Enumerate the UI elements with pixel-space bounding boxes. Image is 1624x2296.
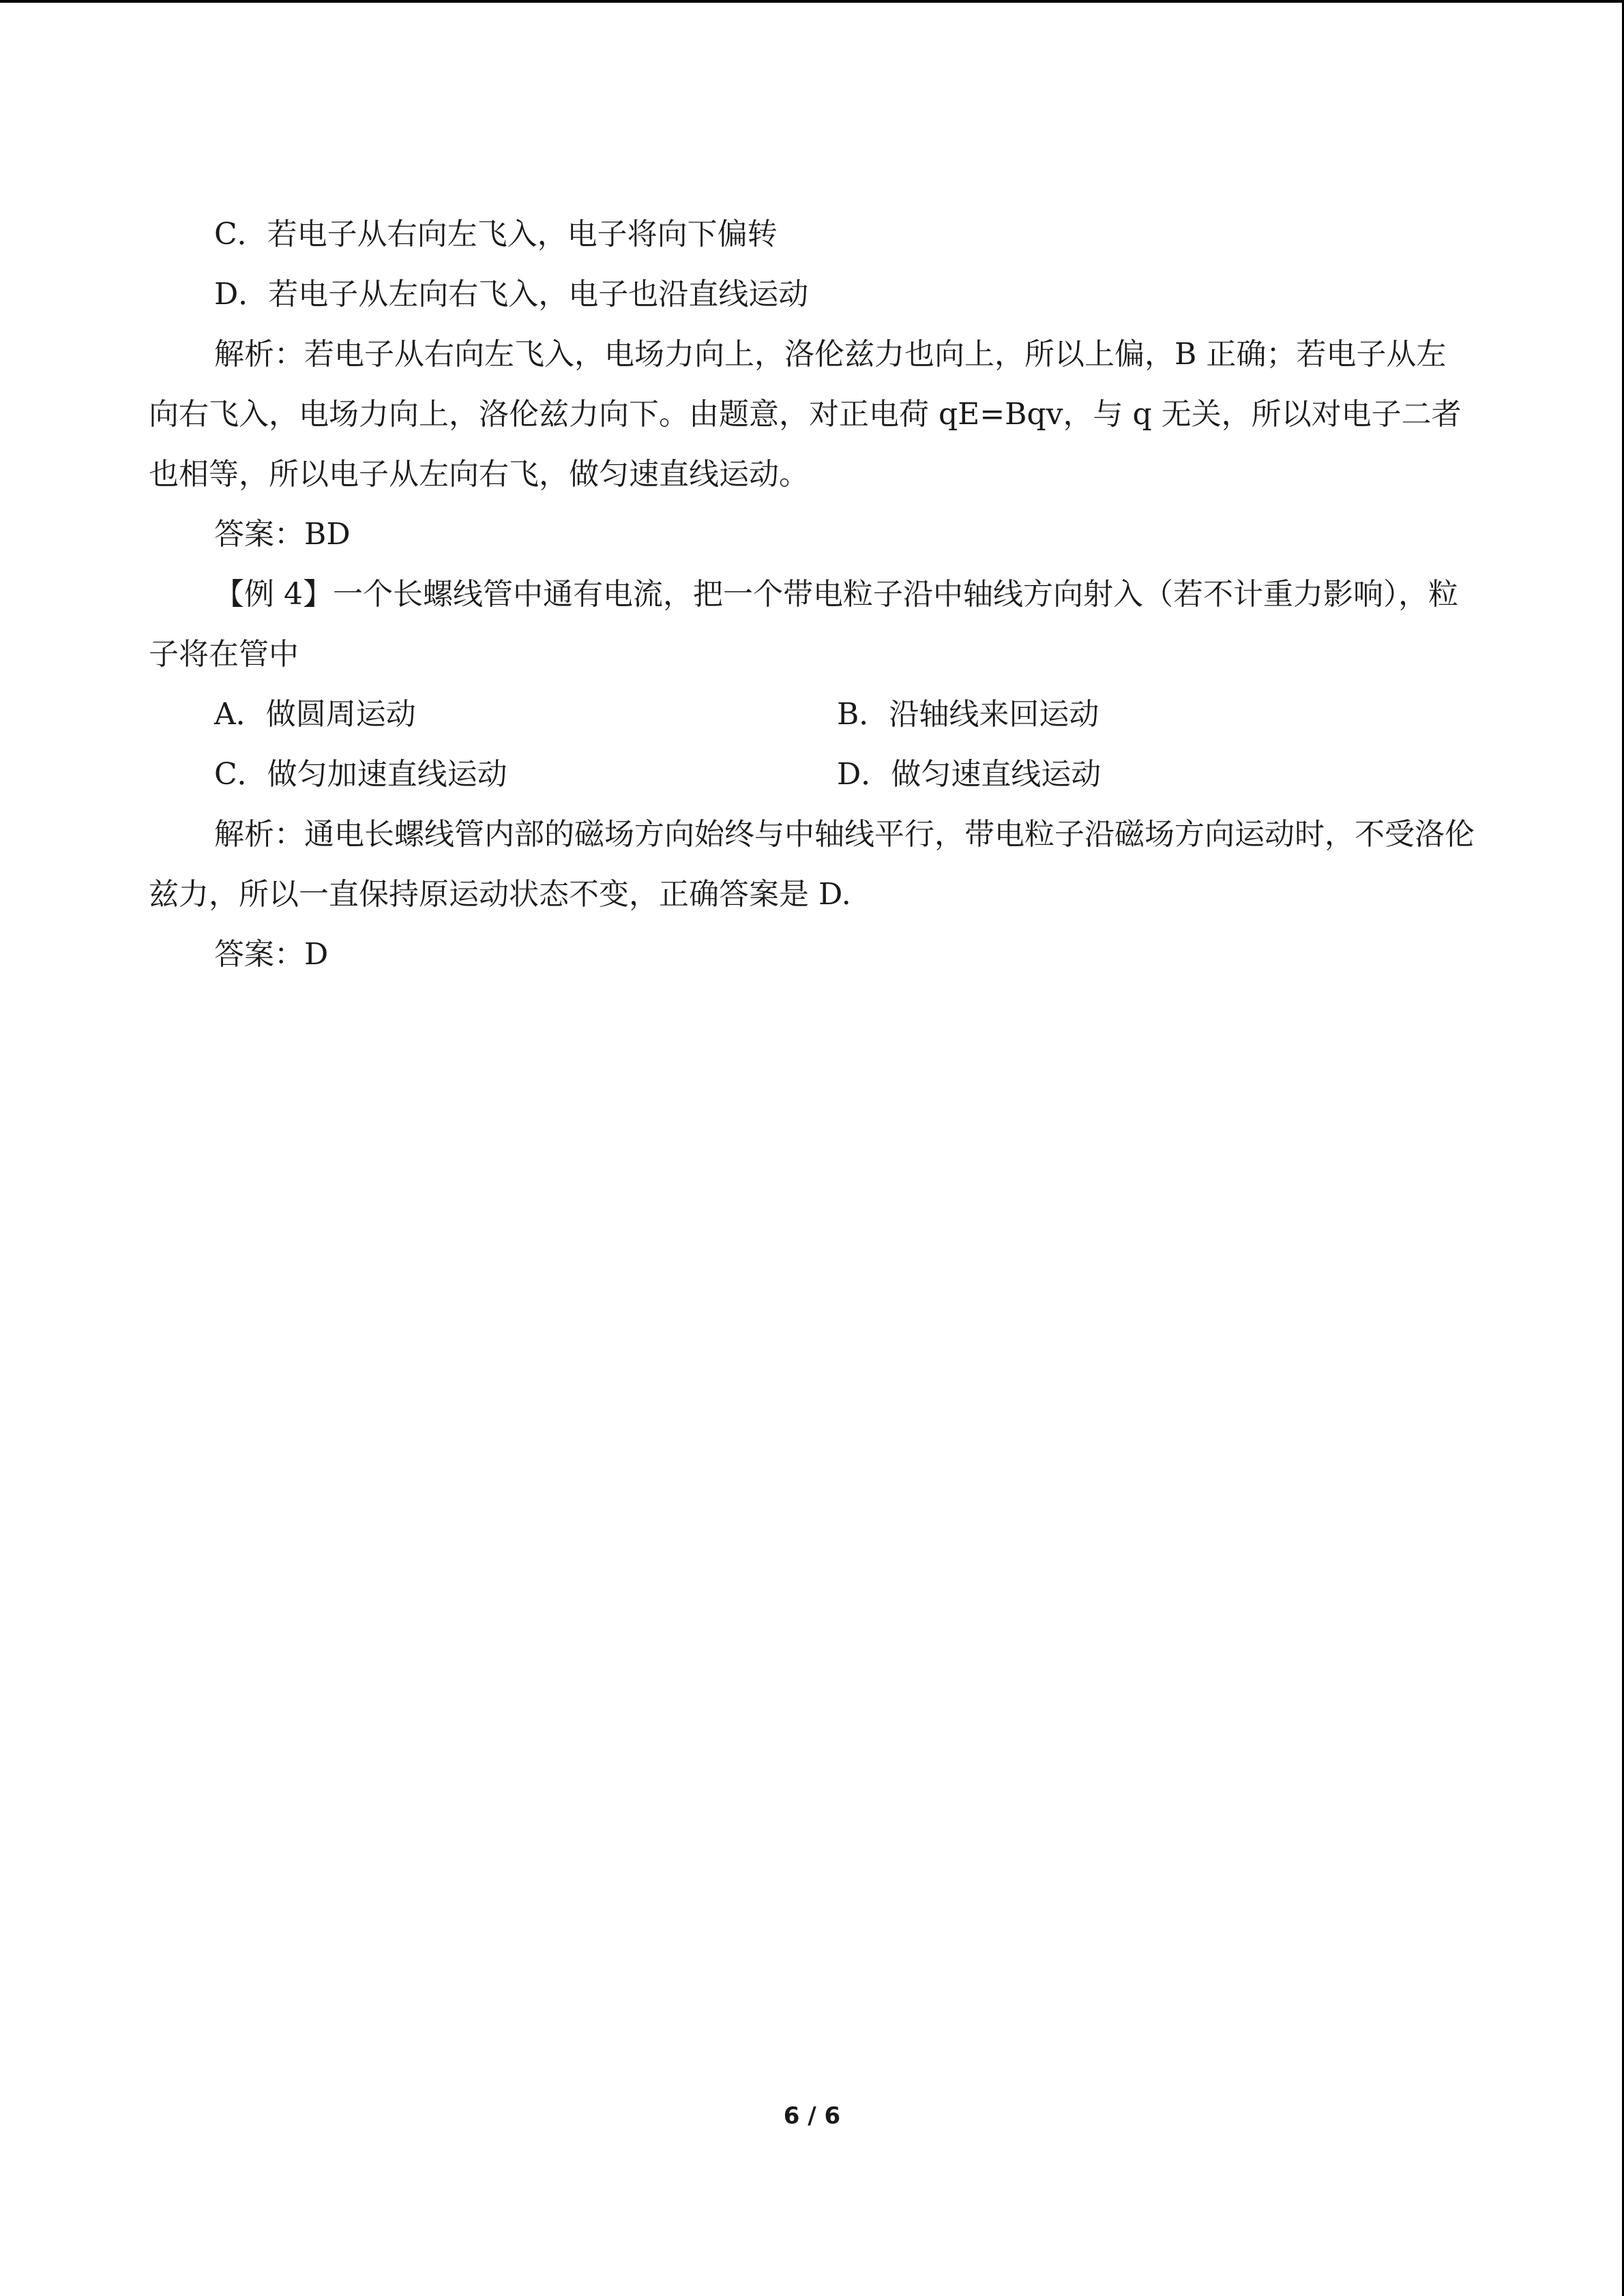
option-b: B．沿轴线来回运动 [837,697,1099,732]
example-4-options-row-1 [149,685,1475,745]
example-4-question: 【例 4】一个长螺线管中通有电流，把一个带电粒子沿中轴线方向射入（若不计重力影响），粒子将在管中 [149,577,1458,672]
option-c: C．做匀加速直线运动 [214,757,507,792]
answer-example-4: 答案：D [214,937,329,972]
document-body [149,205,1475,985]
answer-example-3: 答案：BD [214,517,351,552]
analysis-example-3: 解析：若电子从右向左飞入，电场力向上，洛伦兹力也向上，所以上偏，B 正确；若电子从左向右飞入，电场力向上，洛伦兹力向下。由题意，对正电荷 qE=Bqv，与 q 无关，所以对电子二者也相等，所以电子从左向右飞，做匀速直线运动。 [149,337,1462,492]
example-4-options-row-2 [149,745,1475,805]
page-top-border [0,0,1624,3]
option-a: A．做圆周运动 [214,697,416,732]
option-c-previous-question: C．若电子从右向左飞入，电子将向下偏转 [214,217,778,252]
option-d-previous-question: D．若电子从左向右飞入，电子也沿直线运动 [214,277,809,312]
analysis-example-4: 解析：通电长螺线管内部的磁场方向始终与中轴线平行，带电粒子沿磁场方向运动时，不受洛伦兹力，所以一直保持原运动状态不变，正确答案是 D. [149,817,1475,912]
page-number: 6 / 6 [783,2102,841,2130]
option-d: D．做匀速直线运动 [837,757,1102,792]
